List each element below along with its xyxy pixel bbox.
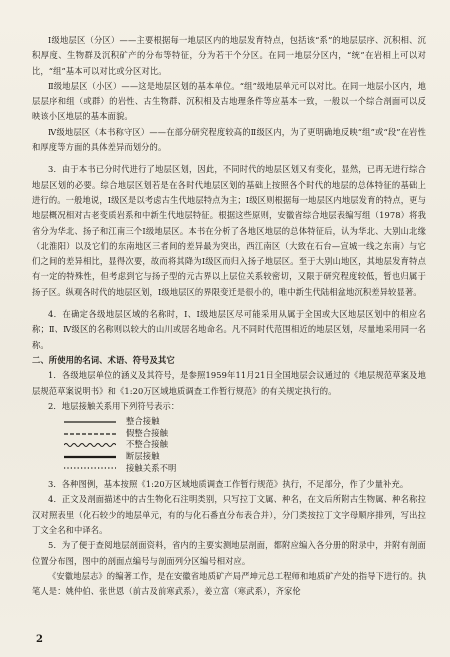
paragraph-item-4b: 4．正文及剖面描述中的古生物化石注明类别，只写拉丁文属、种名，在文后所附古生物属、种名称拉汉对照表里（化石较少的地层单元，有的与化石番直分布表合并），分门类按拉丁文字母顺序排列，写出拉丁文全名和中译名。 xyxy=(32,494,426,535)
solid-line-symbol xyxy=(64,417,116,427)
legend-row-unconformable xyxy=(64,439,426,451)
paragraph-item-1: 1．各级地层单位的涵义及其符号，是参照1959年11月21日全国地层会议通过的《地层规范草案及地层规范草案说明书》和《1:20万区域地质调查工作暂行规范》的有关规定执行的。 xyxy=(32,370,426,396)
legend-row-unknown xyxy=(64,463,426,475)
paragraph-item-2: 2．地层接触关系用下列符号表示： xyxy=(48,400,180,411)
dashed-line-symbol xyxy=(64,429,116,439)
paragraph-authors: 《安徽地层志》的编著工作，是在安徽省地质矿产局严坤元总工程师和地质矿产处的指导下进行的。执笔人是：姚仲伯、张世恩（前古及前寒武系），姜立富（寒武系），齐家伦 xyxy=(32,570,426,597)
legend-row-conformable xyxy=(64,416,426,428)
page-number: 2 xyxy=(36,634,43,645)
legend-label: 断层接触 xyxy=(126,451,160,462)
fault-line-symbol xyxy=(64,452,116,462)
paragraph-level-1: Ⅰ级地层区（分区）——主要根据每一地层区内的地层发育特点，包括该“系”的地层层序、沉积相、沉积厚度、生物群及沉积矿产的分布等特征，分为若干个分区。在同一地层分区内，“统”在岩相上可以对比，“组”基本可以对比或分区对比。 xyxy=(32,35,426,76)
contact-relation-legend xyxy=(64,416,426,474)
paragraph-item-5: 5．为了便于查阅地层剖面资料，省内的主要实测地层剖面，都附应编入各分册的附录中，并附有剖面位置分布图，图中的剖面点编号与剖面列分区编号相对应。 xyxy=(32,540,426,566)
legend-label: 接触关系不明 xyxy=(126,462,177,473)
legend-label: 不整合接触 xyxy=(126,439,168,450)
wavy-line-symbol xyxy=(64,440,116,450)
legend-row-disconformable xyxy=(64,428,426,440)
section-heading: 二、所使用的名词、术语、符号及其它 xyxy=(32,354,175,365)
paragraph-item-3b: 3．各种图例，基本按照《1:20万区域地质调查工作暂行规范》执行，不足部分，作了少量补充。 xyxy=(48,479,409,490)
paragraph-item-4: 4．在确定各级地层区域的名称时，Ⅰ、Ⅰ级地层区尽可能采用从属于全国或大区地层区划中的相应名称；Ⅱ、Ⅳ级区的名称则以较大的山川或居名地命名。凡不同时代范围相近的地层区划，尽量地采用同一名称。 xyxy=(32,309,426,350)
paragraph-item-3: 3．由于本书已分时代进行了地层区划，因此，不同时代的地层区划又有变化，显然，已再无进行综合地层区划的必要。综合地层区划若是在各时代地层区划的基础上按照各个时代的地层的总体特征的基础上进行的。一般地说，Ⅰ级区是以考虑古生代地层特点为主；Ⅰ级区则根据每一地层区内地层发育的特点，更与地层概况相对古老变质岩系和中新生代地层特征。根据这些原则，安徽省综合地层表编写组（1978）将我省分为华北、扬子和江南三个Ⅰ级地层区。本书在分析了各地区地层的总体特征后，认为华北、大别山北缘（北淮阳）以及它们的东南地区三者间的差异最为突出，西江南区（大致在石台—宣城一线之东南）与它们之间的差异相比，显得次要，故而将其降为Ⅰ级区而归入扬子地层区。至于大别山地区，其地层发育特点有一定的特殊性，但考虑到它与扬子型的元古界以上层位关系较密切，又限于研究程度较低，暂也归属于扬子区。纵观各时代的地层区划，Ⅰ级地层区的界限变迁是很小的，唯中新生代陆相盆地沉积差异较显著。 xyxy=(32,164,426,297)
paragraph-level-4: Ⅳ级地层区（本书称守区）——在部分研究程度较高的Ⅱ级区内，为了更明确地反映“组”或“段”在岩性和厚度等方面的具体差异而划分的。 xyxy=(32,126,426,153)
body-text xyxy=(32,33,426,599)
legend-label: 整合接触 xyxy=(126,416,160,427)
legend-label: 假整合接触 xyxy=(126,427,168,438)
paragraph-level-2: Ⅱ级地层区（小区）——这是地层区划的基本单位。“组”级地层单元可以对比。在同一地层小区内，地层层序和组（或群）的岩性、古生物群、沉积相及古地理条件等应基本一致，一般以一个综合剖面可以反映该小区地层的基本面貌。 xyxy=(32,80,426,122)
legend-row-fault xyxy=(64,451,426,463)
dotted-line-symbol xyxy=(64,463,116,473)
